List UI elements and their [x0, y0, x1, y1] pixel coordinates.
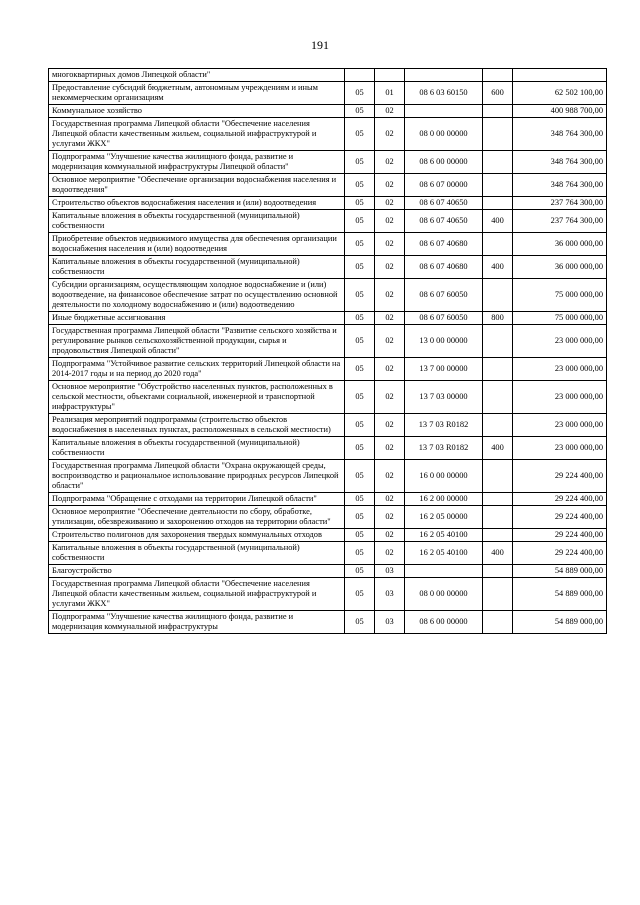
row-expense-type-cell: 400	[483, 210, 513, 233]
row-subsection-cell: 02	[375, 381, 405, 414]
row-name-cell: Подпрограмма "Устойчивое развитие сельских территорий Липецкой области на 2014-2017 годы и на период до 2020 года"	[49, 358, 345, 381]
row-name-cell: Капитальные вложения в объекты государственной (муниципальной) собственности	[49, 542, 345, 565]
row-expense-type-cell	[483, 414, 513, 437]
row-subsection-cell: 02	[375, 151, 405, 174]
row-target-article-cell: 08 6 07 40650	[405, 197, 483, 210]
table-row	[49, 578, 607, 611]
row-expense-type-cell	[483, 493, 513, 506]
row-section-cell: 05	[345, 542, 375, 565]
row-subsection-cell	[375, 69, 405, 82]
row-section-cell: 05	[345, 312, 375, 325]
table-row	[49, 233, 607, 256]
row-section-cell: 05	[345, 210, 375, 233]
table-row	[49, 437, 607, 460]
row-target-article-cell: 08 6 03 60150	[405, 82, 483, 105]
row-name-cell: Основное мероприятие "Обустройство населенных пунктов, расположенных в сельской местности, объектами социальной, инженерной и транспортной инфраструктуры"	[49, 381, 345, 414]
row-name-cell: Капитальные вложения в объекты государственной (муниципальной) собственности	[49, 437, 345, 460]
table-row	[49, 256, 607, 279]
table-row	[49, 174, 607, 197]
row-section-cell: 05	[345, 118, 375, 151]
row-name-cell: Приобретение объектов недвижимого имущества для обеспечения организации водоснабжения населения и (или) водоотведения	[49, 233, 345, 256]
row-subsection-cell: 02	[375, 174, 405, 197]
row-amount-cell: 36 000 000,00	[513, 256, 607, 279]
row-expense-type-cell	[483, 325, 513, 358]
row-amount-cell	[513, 69, 607, 82]
table-row	[49, 151, 607, 174]
row-expense-type-cell: 400	[483, 437, 513, 460]
row-section-cell	[345, 69, 375, 82]
table-row	[49, 325, 607, 358]
row-target-article-cell: 08 0 00 00000	[405, 118, 483, 151]
row-target-article-cell: 08 6 07 00000	[405, 174, 483, 197]
row-section-cell: 05	[345, 414, 375, 437]
row-amount-cell: 29 224 400,00	[513, 493, 607, 506]
row-subsection-cell: 02	[375, 233, 405, 256]
row-amount-cell: 23 000 000,00	[513, 437, 607, 460]
row-amount-cell: 23 000 000,00	[513, 325, 607, 358]
row-target-article-cell: 16 2 05 40100	[405, 542, 483, 565]
row-name-cell: Подпрограмма "Обращение с отходами на территории Липецкой области"	[49, 493, 345, 506]
row-expense-type-cell: 800	[483, 312, 513, 325]
row-subsection-cell: 02	[375, 414, 405, 437]
table-row	[49, 210, 607, 233]
row-amount-cell: 237 764 300,00	[513, 210, 607, 233]
row-amount-cell: 75 000 000,00	[513, 279, 607, 312]
row-target-article-cell: 08 6 07 40680	[405, 256, 483, 279]
row-target-article-cell: 08 6 07 60050	[405, 279, 483, 312]
row-target-article-cell: 16 2 05 00000	[405, 506, 483, 529]
row-expense-type-cell: 600	[483, 82, 513, 105]
table-row	[49, 381, 607, 414]
row-expense-type-cell	[483, 151, 513, 174]
row-name-cell: Подпрограмма "Улучшение качества жилищного фонда, развитие и модернизация коммунальной инфраструктуры	[49, 611, 345, 634]
row-amount-cell: 29 224 400,00	[513, 529, 607, 542]
row-subsection-cell: 02	[375, 325, 405, 358]
row-expense-type-cell	[483, 506, 513, 529]
row-section-cell: 05	[345, 279, 375, 312]
row-name-cell: Строительство полигонов для захоронения твердых коммунальных отходов	[49, 529, 345, 542]
row-target-article-cell: 13 7 03 00000	[405, 381, 483, 414]
row-target-article-cell: 08 6 07 40650	[405, 210, 483, 233]
row-section-cell: 05	[345, 256, 375, 279]
row-target-article-cell	[405, 105, 483, 118]
row-amount-cell: 348 764 300,00	[513, 174, 607, 197]
row-section-cell: 05	[345, 529, 375, 542]
row-name-cell: Предоставление субсидий бюджетным, автономным учреждениям и иным некоммерческим организациям	[49, 82, 345, 105]
row-expense-type-cell	[483, 381, 513, 414]
row-target-article-cell	[405, 69, 483, 82]
row-expense-type-cell: 400	[483, 542, 513, 565]
table-row	[49, 611, 607, 634]
row-name-cell: Строительство объектов водоснабжения населения и (или) водоотведения	[49, 197, 345, 210]
row-section-cell: 05	[345, 565, 375, 578]
row-target-article-cell: 08 0 00 00000	[405, 578, 483, 611]
row-subsection-cell: 02	[375, 279, 405, 312]
row-expense-type-cell	[483, 611, 513, 634]
row-target-article-cell: 08 6 00 00000	[405, 611, 483, 634]
row-section-cell: 05	[345, 611, 375, 634]
row-subsection-cell: 02	[375, 542, 405, 565]
row-amount-cell: 54 889 000,00	[513, 565, 607, 578]
row-name-cell: Коммунальное хозяйство	[49, 105, 345, 118]
row-target-article-cell: 08 6 00 00000	[405, 151, 483, 174]
table-row	[49, 82, 607, 105]
table-row	[49, 197, 607, 210]
table-row	[49, 506, 607, 529]
row-target-article-cell: 13 7 03 R0182	[405, 437, 483, 460]
table-row	[49, 105, 607, 118]
table-row	[49, 312, 607, 325]
row-section-cell: 05	[345, 460, 375, 493]
row-amount-cell: 54 889 000,00	[513, 611, 607, 634]
row-name-cell: Основное мероприятие "Обеспечение организации водоснабжения населения и водоотведения"	[49, 174, 345, 197]
row-expense-type-cell	[483, 197, 513, 210]
table-row	[49, 460, 607, 493]
row-amount-cell: 29 224 400,00	[513, 542, 607, 565]
row-target-article-cell: 13 7 03 R0182	[405, 414, 483, 437]
row-subsection-cell: 01	[375, 82, 405, 105]
row-subsection-cell: 02	[375, 256, 405, 279]
row-subsection-cell: 02	[375, 529, 405, 542]
row-section-cell: 05	[345, 493, 375, 506]
row-section-cell: 05	[345, 437, 375, 460]
row-section-cell: 05	[345, 105, 375, 118]
row-section-cell: 05	[345, 151, 375, 174]
row-section-cell: 05	[345, 381, 375, 414]
row-subsection-cell: 03	[375, 611, 405, 634]
row-target-article-cell: 13 7 00 00000	[405, 358, 483, 381]
row-name-cell: Субсидии организациям, осуществляющим холодное водоснабжение и (или) водоотведение, на финансовое обеспечение затрат по осуществлению основной деятельности по холодному водоснабжению и (или) водоотведению	[49, 279, 345, 312]
row-expense-type-cell	[483, 358, 513, 381]
row-amount-cell: 23 000 000,00	[513, 358, 607, 381]
row-amount-cell: 75 000 000,00	[513, 312, 607, 325]
row-expense-type-cell	[483, 233, 513, 256]
row-subsection-cell: 02	[375, 312, 405, 325]
row-subsection-cell: 02	[375, 118, 405, 151]
row-section-cell: 05	[345, 233, 375, 256]
row-target-article-cell: 16 2 05 40100	[405, 529, 483, 542]
row-expense-type-cell	[483, 460, 513, 493]
table-row	[49, 542, 607, 565]
row-name-cell: Благоустройство	[49, 565, 345, 578]
row-name-cell: Государственная программа Липецкой области "Охрана окружающей среды, воспроизводство и рациональное использование природных ресурсов Липецкой области"	[49, 460, 345, 493]
row-name-cell: Государственная программа Липецкой области "Обеспечение населения Липецкой области качественным жильем, социальной инфраструктурой и услугами ЖКХ"	[49, 578, 345, 611]
row-amount-cell: 23 000 000,00	[513, 414, 607, 437]
row-name-cell: Капитальные вложения в объекты государственной (муниципальной) собственности	[49, 210, 345, 233]
row-section-cell: 05	[345, 578, 375, 611]
row-section-cell: 05	[345, 174, 375, 197]
row-target-article-cell: 16 0 00 00000	[405, 460, 483, 493]
row-name-cell: Капитальные вложения в объекты государственной (муниципальной) собственности	[49, 256, 345, 279]
table-row	[49, 493, 607, 506]
row-amount-cell: 29 224 400,00	[513, 460, 607, 493]
row-amount-cell: 348 764 300,00	[513, 151, 607, 174]
row-target-article-cell: 08 6 07 60050	[405, 312, 483, 325]
row-subsection-cell: 02	[375, 506, 405, 529]
row-subsection-cell: 02	[375, 437, 405, 460]
row-subsection-cell: 02	[375, 460, 405, 493]
row-section-cell: 05	[345, 197, 375, 210]
row-amount-cell: 54 889 000,00	[513, 578, 607, 611]
row-section-cell: 05	[345, 358, 375, 381]
row-amount-cell: 36 000 000,00	[513, 233, 607, 256]
budget-table	[48, 68, 607, 634]
row-name-cell: Государственная программа Липецкой области "Обеспечение населения Липецкой области качественным жильем, социальной инфраструктурой и услугами ЖКХ"	[49, 118, 345, 151]
table-row	[49, 118, 607, 151]
row-amount-cell: 348 764 300,00	[513, 118, 607, 151]
row-name-cell: Иные бюджетные ассигнования	[49, 312, 345, 325]
row-expense-type-cell	[483, 529, 513, 542]
row-target-article-cell: 16 2 00 00000	[405, 493, 483, 506]
table-row	[49, 69, 607, 82]
row-subsection-cell: 02	[375, 493, 405, 506]
row-target-article-cell: 13 0 00 00000	[405, 325, 483, 358]
row-expense-type-cell	[483, 105, 513, 118]
table-row	[49, 565, 607, 578]
row-target-article-cell: 08 6 07 40680	[405, 233, 483, 256]
row-subsection-cell: 02	[375, 105, 405, 118]
row-name-cell: Основное мероприятие "Обеспечение деятельности по сбору, обработке, утилизации, обезвреживанию и захоронению отходов на территории области"	[49, 506, 345, 529]
row-subsection-cell: 02	[375, 197, 405, 210]
table-row	[49, 358, 607, 381]
row-subsection-cell: 03	[375, 578, 405, 611]
row-expense-type-cell	[483, 578, 513, 611]
row-expense-type-cell	[483, 69, 513, 82]
row-amount-cell: 23 000 000,00	[513, 381, 607, 414]
table-row	[49, 529, 607, 542]
row-subsection-cell: 02	[375, 210, 405, 233]
page-number: 191	[311, 38, 329, 52]
row-expense-type-cell	[483, 174, 513, 197]
row-subsection-cell: 02	[375, 358, 405, 381]
row-subsection-cell: 03	[375, 565, 405, 578]
row-amount-cell: 29 224 400,00	[513, 506, 607, 529]
row-name-cell: Реализация мероприятий подпрограммы (строительство объектов водоснабжения в населенных пунктах, расположенных в сельской местности)	[49, 414, 345, 437]
table-row	[49, 279, 607, 312]
row-expense-type-cell	[483, 118, 513, 151]
row-section-cell: 05	[345, 82, 375, 105]
table-row	[49, 414, 607, 437]
row-section-cell: 05	[345, 506, 375, 529]
row-expense-type-cell: 400	[483, 256, 513, 279]
row-expense-type-cell	[483, 279, 513, 312]
row-name-cell: многоквартирных домов Липецкой области"	[49, 69, 345, 82]
row-name-cell: Подпрограмма "Улучшение качества жилищного фонда, развитие и модернизация коммунальной инфраструктуры Липецкой области"	[49, 151, 345, 174]
row-section-cell: 05	[345, 325, 375, 358]
row-target-article-cell	[405, 565, 483, 578]
row-amount-cell: 62 502 100,00	[513, 82, 607, 105]
row-expense-type-cell	[483, 565, 513, 578]
row-amount-cell: 237 764 300,00	[513, 197, 607, 210]
row-name-cell: Государственная программа Липецкой области "Развитие сельского хозяйства и регулирование рынков сельскохозяйственной продукции, сырья и продовольствия Липецкой области"	[49, 325, 345, 358]
row-amount-cell: 400 988 700,00	[513, 105, 607, 118]
